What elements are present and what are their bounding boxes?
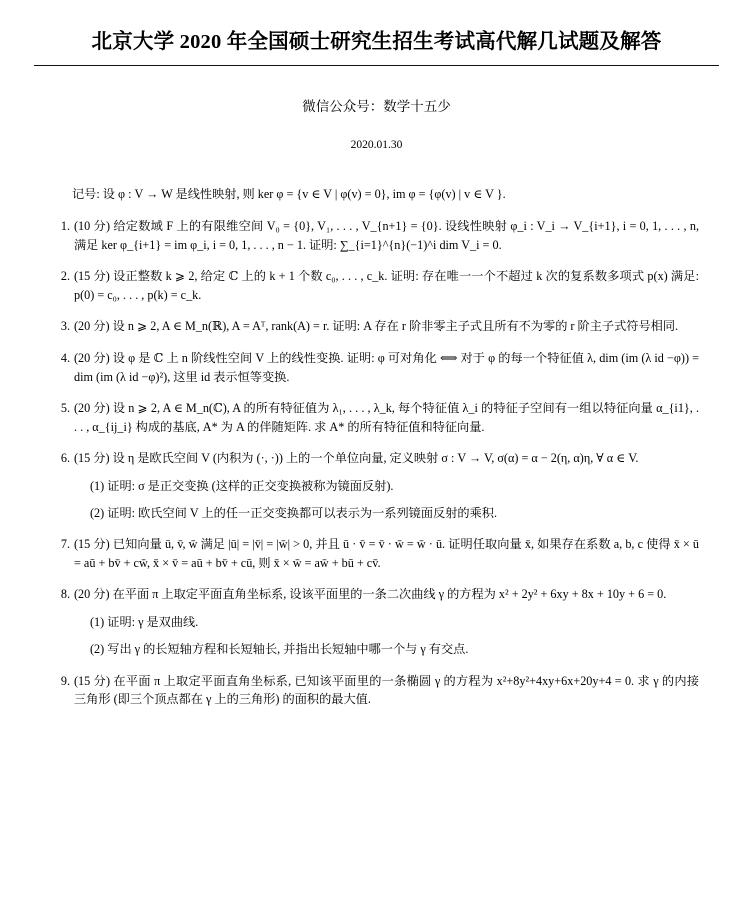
- list-item: [48, 449, 699, 522]
- problem-list: [34, 217, 719, 708]
- problem-subitem: (1) 证明: γ 是双曲线.: [90, 615, 199, 629]
- list-item: [48, 585, 699, 658]
- list-item: [48, 399, 699, 436]
- problem-subitem: (1) 证明: σ 是正交变换 (这样的正交变换被称为镜面反射).: [90, 478, 394, 493]
- problem-points: (20 分): [74, 351, 110, 366]
- problem-points: (10 分): [74, 219, 111, 234]
- list-item: [48, 317, 699, 336]
- title-divider: [34, 65, 719, 66]
- problem-text: 设 n ⩾ 2, A ∈ M_n(ℝ), A = Aᵀ, rank(A) = r. 证明: A 存在 r 阶非零主子式且所有不为零的 r 阶主子式符号相同.: [112, 319, 679, 334]
- problem-text: 在平面 π 上取定平面直角坐标系, 已知该平面里的一条椭圆 γ 的方程为 x²+8y²+4xy+6x+20y+4 = 0. 求 γ 的内接三角形 (即三个顶点都在 γ 上的三角形) 的面积的最大值.: [74, 673, 699, 707]
- list-item: [48, 535, 699, 572]
- page-title: 北京大学 2020 年全国硕士研究生招生考试高代解几试题及解答: [91, 31, 662, 53]
- problem-points: (15 分): [74, 537, 110, 552]
- problem-points: (20 分): [74, 401, 110, 416]
- problem-points: (15 分): [74, 269, 110, 284]
- notation-preface: 记号: 设 φ : V → W 是线性映射, 则 ker φ = {v ∈ V | φ(v) = 0}, im φ = {φ(v) | v ∈ V }.: [72, 187, 506, 201]
- problem-points: (20 分): [74, 319, 110, 334]
- problem-text: 给定数域 F 上的有限维空间 V₀ = {0}, V₁, . . . , V_{n+1} = {0}. 设线性映射 φ_i : V_i → V_{i+1}, i = 0, 1, . . . , n, 满足 ker φ_{i+1} = im φ_i, i = 0, 1, . . . , n − 1. 证明: ∑_{i=1}^{n}(−1)^i dim V_i = 0.: [74, 219, 699, 252]
- problem-subitem: (2) 写出 γ 的长短轴方程和长短轴长, 并指出长短轴中哪一个与 γ 有交点.: [90, 642, 469, 657]
- list-item: [48, 349, 699, 386]
- problem-text: 设 n ⩾ 2, A ∈ M_n(ℂ), A 的所有特征值为 λ₁, . . . , λ_k, 每个特征值 λ_i 的特征子空间有一组以特征向量 α_{i1}, . . . , α_{ij_i} 构成的基底, A* 为 A 的伴随矩阵. 求 A* 的所有特征值和特征向量.: [74, 401, 699, 434]
- problem-points: (15 分): [74, 673, 111, 688]
- problem-subitem: (2) 证明: 欧氏空间 V 上的任一正交变换都可以表示为一系列镜面反射的乘积.: [90, 506, 498, 521]
- problem-text: 设正整数 k ⩾ 2, 给定 ℂ 上的 k + 1 个数 c₀, . . . , c_k. 证明: 存在唯一一个不超过 k 次的复系数多项式 p(x) 满足: p(0) = c₀, . . . , p(k) = c_k.: [74, 269, 699, 302]
- document-subtitle: 微信公众号：数学十五少: [302, 99, 451, 114]
- problem-text: 已知向量 ū, v̄, w̄ 满足 |ū| = |v̄| = |w̄| > 0, 并且 ū · v̄ = v̄ · w̄ = w̄ · ū. 证明任取向量 x̄, 如果存在系数 a, b, c 使得 x̄ × ū = aū + bv̄ + cw̄, x̄ × v̄ = aū + bv̄ + cū, 则 x̄ × w̄ = aw̄ + bū + cv̄.: [74, 537, 700, 570]
- problem-text: 设 φ 是 ℂ 上 n 阶线性空间 V 上的线性变换. 证明: φ 可对角化 ⟺ 对于 φ 的每一个特征值 λ, dim (im (λ id −φ)) = dim (im (λ id −φ)²), 这里 id 表示恒等变换.: [74, 351, 699, 384]
- document-date: 2020.01.30: [350, 139, 403, 151]
- list-item: [48, 217, 699, 254]
- problem-points: (15 分): [74, 451, 110, 466]
- list-item: [48, 672, 699, 709]
- list-item: [48, 267, 699, 304]
- problem-text: 在平面 π 上取定平面直角坐标系, 设该平面里的一条二次曲线 γ 的方程为 x² + 2y² + 6xy + 8x + 10y + 6 = 0.: [112, 587, 667, 602]
- problem-text: 设 η 是欧氏空间 V (内积为 (·, ·)) 上的一个单位向量, 定义映射 σ : V → V, σ(α) = α − 2(η, α)η, ∀ α ∈ V.: [112, 451, 639, 466]
- problem-points: (20 分): [74, 587, 110, 602]
- problem-subitems: [74, 477, 699, 523]
- problem-subitems: [74, 613, 699, 659]
